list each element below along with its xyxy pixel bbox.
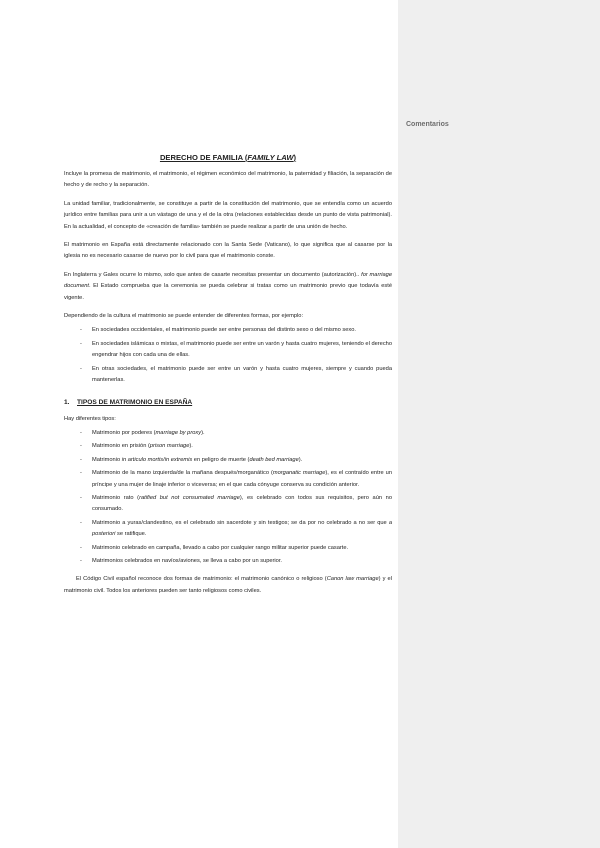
list-item: - Matrimonio a yuras/clandestino, es el celebrado sin sacerdote y sin testigos; se da por no celebrado a no ser que a posteriori se ratifique.	[64, 518, 392, 541]
paragraph-family-unit: La unidad familiar, tradicionalmente, se constituye a partir de la constitución del matrimonio, que se entendía como un acuerdo jurídico entre familias para unir a un vástago de una y el de la otra (relaciones establecidas desde un punto de vista patrimonial). En la actualidad, el concepto de «creación de familia» también se puede realizar a partir de una unión de hecho.	[64, 200, 392, 230]
list-item: - Matrimonio in articulo mortis/in extremis en peligro de muerte (death bed marriage).	[64, 455, 392, 466]
paragraph-holy-see: El matrimonio en España está directamente relacionado con la Santa Sede (Vaticano), lo que significa que al casarse por la iglesia no es necesario casarse de nuevo por lo civil para que el matrimonio conste.	[64, 242, 392, 260]
document-body	[64, 152, 392, 604]
list-item: - Matrimonio en prisión (prison marriage).	[64, 441, 392, 452]
list-item: - En otras sociedades, el matrimonio puede ser entre un varón y hasta cuatro mujeres, siempre y cuando pueda mantenerlas.	[64, 364, 392, 387]
list-item: - En sociedades islámicas o mixtas, el matrimonio puede ser entre un varón y hasta cuatro mujeres, teniendo el derecho engendrar hijos con cada una de ellas.	[64, 339, 392, 362]
document-title: DERECHO DE FAMILIA (FAMILY LAW)	[159, 153, 297, 162]
list-item: - Matrimonio por poderes (marriage by proxy).	[64, 428, 392, 439]
list-item: - Matrimonios celebrados en navíos/aviones, se lleva a cabo por un superior.	[64, 556, 392, 567]
comments-pane-label: Comentarios	[406, 121, 449, 128]
paragraph-scope: Incluye la promesa de matrimonio, el matrimonio, el régimen económico del matrimonio, la paternidad y filiación, la separación de hecho y de recho y la separación.	[64, 171, 392, 189]
culture-list	[64, 325, 392, 386]
list-item: - Matrimonio celebrado en campaña, llevado a cabo por cualquier rango militar superior puede casarte.	[64, 543, 392, 554]
list-item: - En sociedades occidentales, el matrimonio puede ser entre personas del distinto sexo o del mismo sexo.	[64, 325, 392, 336]
marriage-types-list	[64, 428, 392, 567]
types-intro: Hay diferentes tipos:	[64, 415, 116, 422]
list-item: - Matrimonio rato (ratified but not consumated marriage), es celebrado con todos sus requisitos, pero aún no consumado.	[64, 493, 392, 516]
paragraph-england-wales: En Inglaterra y Gales ocurre lo mismo, solo que antes de casarte necesitas presentar un documento (autorización).. for marriage document. El Estado comprueba que la ceremonia se pueda celebrar si tratas como un matrimonio previo que todavía esté vigente.	[64, 271, 392, 301]
paragraph-civil-code: El Código Civil español reconoce dos formas de matrimonio: el matrimonio canónico o religioso (Canon law marriage) y el matrimonio civil. Todos los anteriores pueden ser tanto religiosos como civiles.	[64, 576, 392, 594]
section-heading-1: 1. TIPOS DE MATRIMONIO EN ESPAÑA	[64, 398, 193, 406]
list-item: - Matrimonio de la mano izquierda/de la mañana después/morganático (morganatic marriage), es el contraído entre un príncipe y una mujer de linaje inferior o viceversa; en el que cada cónyuge conserva su condición anterior.	[64, 468, 392, 491]
paragraph-culture-intro: Dependiendo de la cultura el matrimonio se puede entender de diferentes formas, por ejemplo:	[64, 313, 304, 320]
